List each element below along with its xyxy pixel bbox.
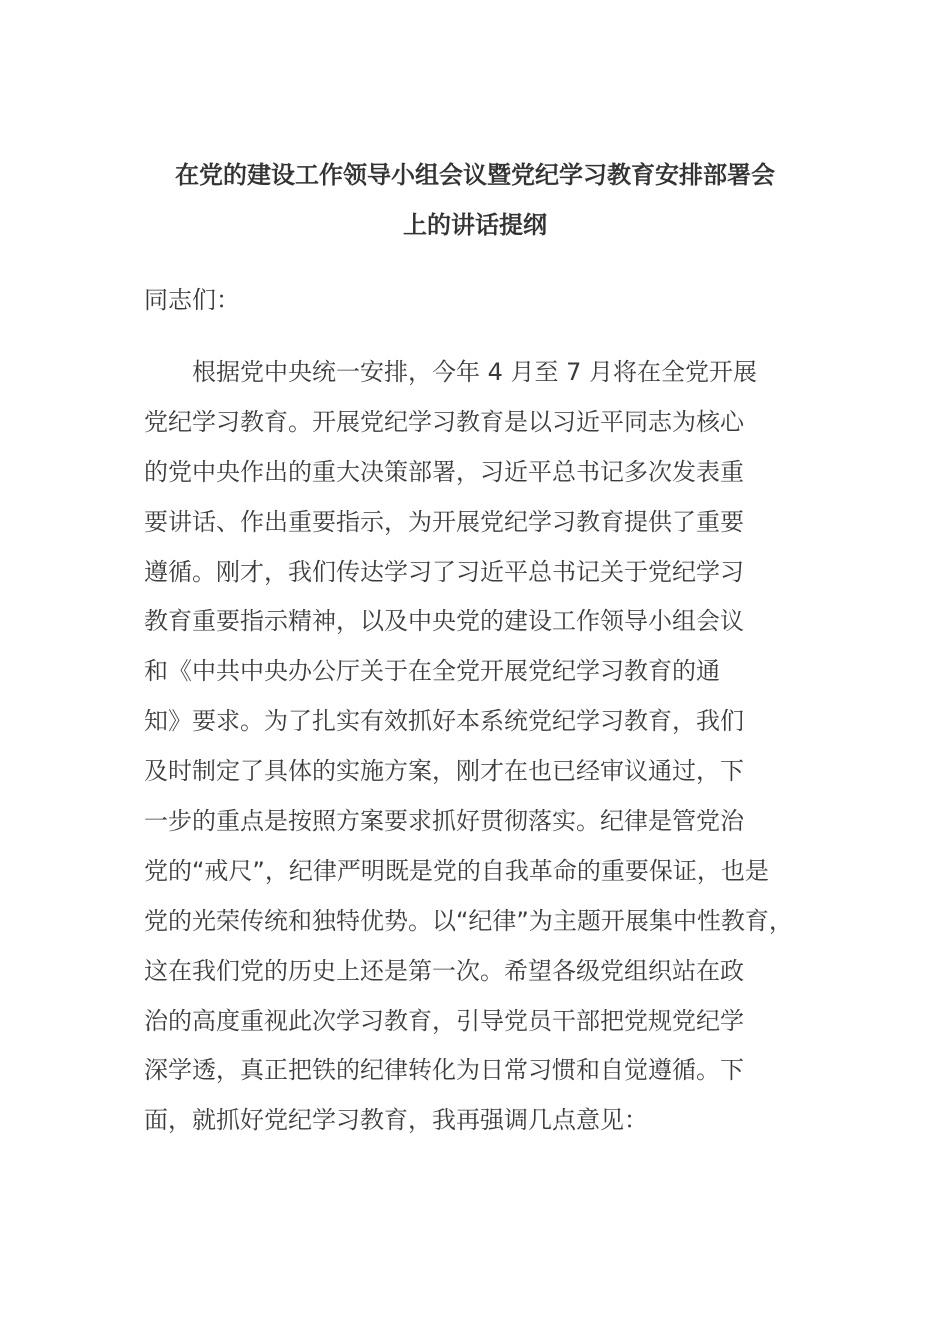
document-title [150,150,800,250]
paragraph-line: 一步的重点是按照方案要求抓好贯彻落实。纪律是管党治 [144,807,744,836]
paragraph-line: 党的“戒尺”，纪律严明既是党的自我革命的重要保证，也是 [144,856,769,885]
paragraph-line: 教育重要指示精神，以及中央党的建设工作领导小组会议 [144,607,744,636]
paragraph-line: 要讲话、作出重要指示，为开展党纪学习教育提供了重要 [144,507,744,536]
paragraph-line: 深学透，真正把铁的纪律转化为日常习惯和自觉遵循。下 [144,1056,744,1085]
salutation: 同志们： [144,286,240,314]
paragraph-line: 根据党中央统一安排，今年 4 月至 7 月将在全党开展 [144,358,758,386]
title-line-2: 上的讲话提纲 [403,211,547,239]
paragraph-line: 面，就抓好党纪学习教育，我再强调几点意见： [144,1106,648,1135]
paragraph-line: 和《中共中央办公厅关于在全党开展党纪学习教育的通 [144,657,720,686]
paragraph-line: 的党中央作出的重大决策部署，习近平总书记多次发表重 [144,457,744,486]
paragraph-line: 党的光荣传统和独特优势。以“纪律”为主题开展集中性教育， [144,906,793,935]
title-line-1: 在党的建设工作领导小组会议暨党纪学习教育安排部署会 [175,161,775,189]
paragraph-line: 党纪学习教育。开展党纪学习教育是以习近平同志为核心 [144,407,744,436]
paragraph-line: 遵循。刚才，我们传达学习了习近平总书记关于党纪学习 [144,557,744,586]
paragraph-line: 知》要求。为了扎实有效抓好本系统党纪学习教育，我们 [144,707,744,736]
paragraph-line: 及时制定了具体的实施方案，刚才在也已经审议通过，下 [144,757,744,786]
body-paragraph [144,348,834,1146]
paragraph-line: 这在我们党的历史上还是第一次。希望各级党组织站在政 [144,956,744,985]
paragraph-line: 治的高度重视此次学习教育，引导党员干部把党规党纪学 [144,1006,744,1035]
